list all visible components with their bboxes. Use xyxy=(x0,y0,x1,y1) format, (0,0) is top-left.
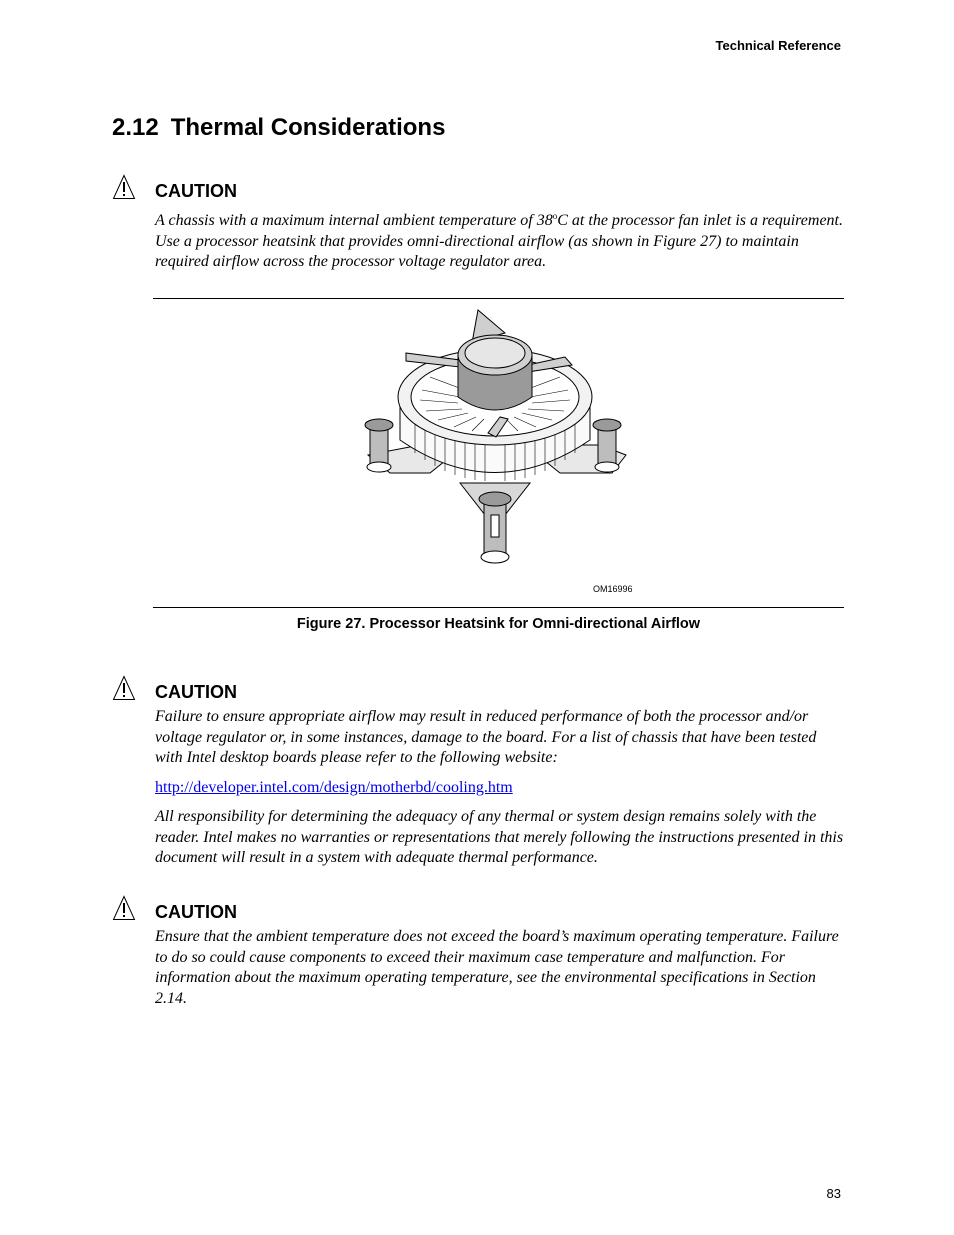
caution-body xyxy=(155,927,847,1009)
caution-label: CAUTION xyxy=(155,181,237,201)
caution-body xyxy=(155,206,847,273)
caution-text: Ensure that the ambient temperature does not exceed the board’s maximum operating temperature. Failure to do so could cause components to exceed their maximum case temperature and malfunction. For information about the maximum operating temperature, see the environmental specifications in Section 2.14. xyxy=(155,928,839,1007)
degree-symbol: o xyxy=(552,211,558,221)
caution-body xyxy=(155,707,847,869)
warning-triangle-icon xyxy=(112,174,136,200)
caution-text-part: C at the processor fan inlet is a requirement. Use a processor heatsink that provides omni-directional airflow (as shown in Figure 27) to maintain required airflow across the processor voltage regulator area. xyxy=(155,212,843,270)
figure-bottom-rule xyxy=(153,607,844,608)
section-title-text: Thermal Considerations xyxy=(170,114,446,141)
running-header: Technical Reference xyxy=(715,38,841,53)
warning-triangle-icon xyxy=(112,895,136,921)
caution-text: All responsibility for determining the adequacy of any thermal or system design remains solely with the reader. Intel makes no warranties or representations that merely following the instructions presented in this document will result in a system with adequate thermal performance. xyxy=(155,808,844,866)
caution-label: CAUTION xyxy=(155,682,237,702)
section-title xyxy=(112,114,445,142)
caution-label: CAUTION xyxy=(155,902,237,922)
heatsink-figure xyxy=(360,305,630,573)
caution-block-3 xyxy=(112,901,847,1018)
warning-triangle-icon xyxy=(112,675,136,701)
caution-text xyxy=(155,206,847,273)
section-number: 2.12 xyxy=(112,114,159,141)
caution-text-part: A chassis with a maximum internal ambient temperature of 38 xyxy=(155,212,553,229)
cooling-website-link[interactable]: http://developer.intel.com/design/motherbd/cooling.htm xyxy=(155,778,513,796)
figure-top-rule xyxy=(153,298,844,299)
caution-block-2 xyxy=(112,681,847,878)
caution-block-1 xyxy=(112,180,847,282)
page-number: 83 xyxy=(826,1186,841,1201)
figure-id-label: OM16996 xyxy=(593,584,633,594)
caution-text: Failure to ensure appropriate airflow may result in reduced performance of both the processor and/or voltage regulator or, in some instances, damage to the board. For a list of chassis that have been tested with Intel desktop boards please refer to the following website: xyxy=(155,708,817,766)
figure-caption: Figure 27. Processor Heatsink for Omni-directional Airflow xyxy=(296,616,701,632)
